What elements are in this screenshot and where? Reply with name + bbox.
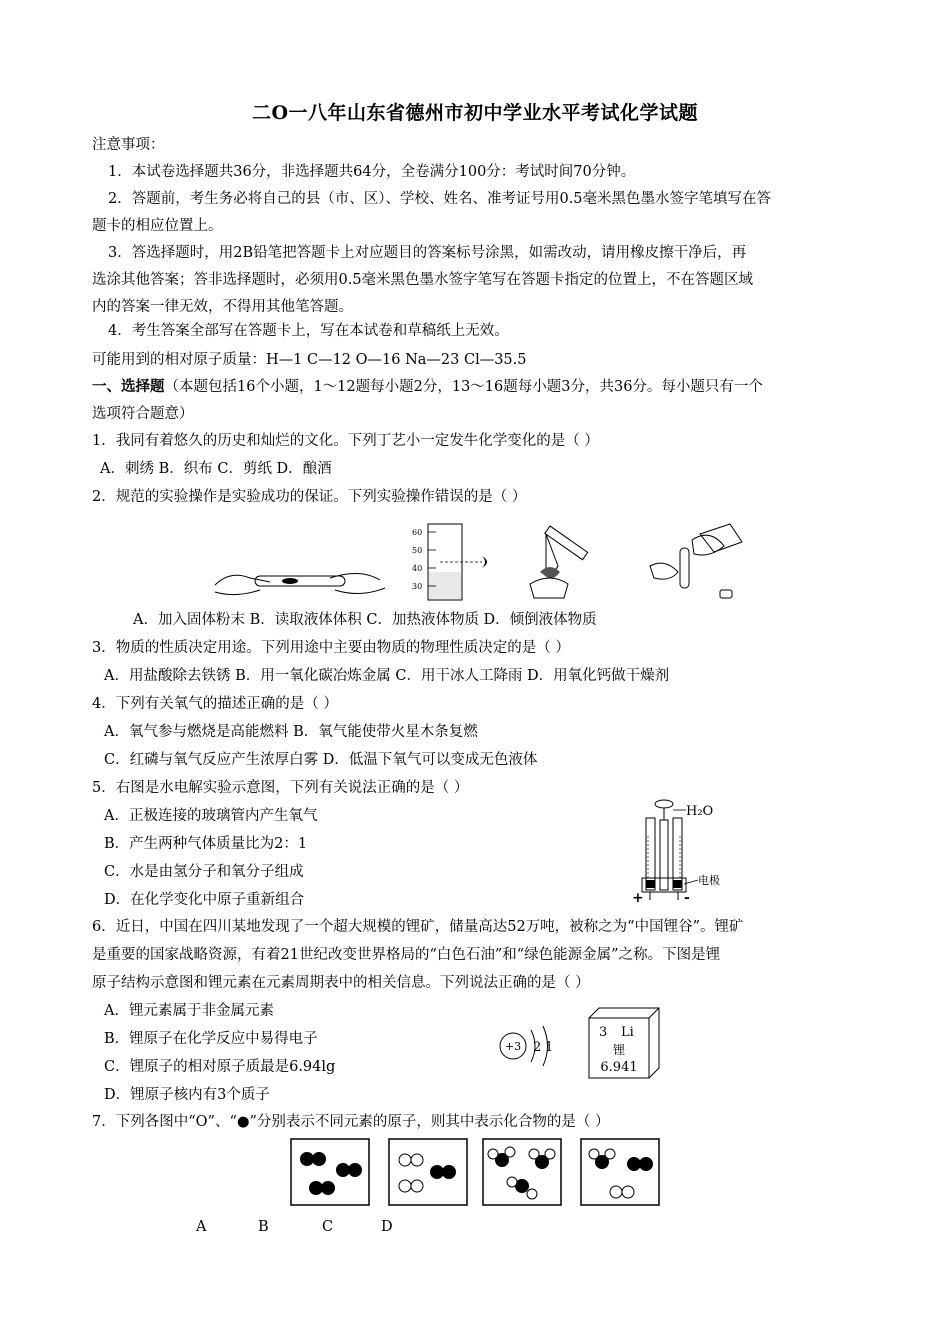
section-heading: 一、选择题 [92,378,165,395]
notice-heading: 注意事项： [92,137,165,153]
nucleus-charge: +3 [504,1040,522,1053]
negative-terminal: - [684,890,690,906]
q6-option-d: D．锂原子核内有3个质子 [104,1087,270,1103]
q7-label-a: A [196,1219,207,1235]
q7-box-b [388,1138,468,1206]
element-number: 3 [599,1025,608,1040]
q7-box-c [482,1138,562,1206]
electrode-label: 电极 [698,874,720,887]
tick-30: 30 [412,582,423,591]
tick-40: 40 [412,564,423,573]
q5-figure-electrolysis [628,796,748,908]
element-name: 锂 [612,1043,626,1057]
q4-options-1: A．氧气参与燃烧是高能燃料 B．氧气能使带火星木条复燃 [104,724,478,740]
section-desc: （本题包括16个小题，1～12题每小题2分，13～16题每小题3分，共36分。每小题只有一个 [164,379,763,395]
q2-figure-pour-liquid [640,516,750,606]
q7-label-b: B [258,1219,269,1235]
q6-figure-element-cell [585,1006,665,1082]
q6-stem-1: 6．近日，中国在四川某地发现了一个超大规模的锂矿，储量高达52万吨，被称之为“中国锂谷”。锂矿 [92,919,744,935]
q6-option-c: C．锂原子的相对原子质最是6.94lg [104,1059,336,1075]
eye-icon [482,556,487,568]
notice-item-2: 2．答题前，考生务必将自己的县（市、区）、学校、姓名、准考证号用0.5毫米黑色墨水签字笔填写在答 [108,191,772,207]
notice-item-3-cont: 选涂其他答案；答非选择题时，必须用0.5毫米黑色墨水签字笔写在答题卡指定的位置上，不在答题区域 [92,272,754,288]
q7-box-d [580,1138,660,1206]
q5-option-c: C．水是由氢分子和氧分子组成 [104,864,304,880]
q5-option-b: B．产生两种气体质量比为2：1 [104,836,308,852]
notice-item-2-cont: 题卡的相应位置上。 [92,218,223,234]
q6-figure-atom-structure [498,1020,558,1070]
q6-stem-2: 是重要的国家战略资源，有着21世纪改变世界格局的“白色石油”和“绿色能源金属”之称。下图是锂 [92,947,721,963]
q5-stem: 5．右图是水电解实验示意图，下列有关说法正确的是（ ） [92,780,469,796]
q5-option-d: D．在化学变化中原子重新组合 [104,892,305,908]
tick-60: 60 [412,528,423,537]
page-title: 二O一八年山东省德州市初中学业水平考试化学试题 [251,102,699,124]
q7-box-a [290,1138,370,1206]
q6-option-a: A．锂元素属于非金属元素 [104,1003,274,1019]
atomic-masses: 可能用到的相对原子质量：H—1 C—12 O—16 Na—23 Cl—35.5 [92,352,527,368]
q2-figure-read-volume [410,522,505,602]
q1-options: A．刺绣 B．织布 C．剪纸 D．酿酒 [100,461,332,477]
q6-stem-3: 原子结构示意图和锂元素在元素周期表中的相关信息。下列说法正确的是（ ） [92,975,590,991]
q2-options: A．加入固体粉末 B．读取液体体积 C．加热液体物质 D．倾倒液体物质 [133,612,597,628]
element-mass: 6.941 [600,1060,638,1075]
q7-label-d: D [381,1219,393,1235]
h2o-label: H₂O [686,804,714,819]
section-heading-line [92,377,763,397]
q6-option-b: B．锂原子在化学反应中易得电子 [104,1031,318,1047]
q4-stem: 4．下列有关氧气的描述正确的是（ ） [92,696,338,712]
element-symbol: Li [621,1025,634,1040]
positive-terminal: + [632,890,644,906]
q3-options: A．用盐酸除去铁锈 B．用一氧化碳冶炼金属 C．用干冰人工降雨 D．用氧化钙做干燥剂 [104,668,670,684]
q2-figure-solid-powder [210,560,390,600]
section-desc-cont: 选项符合题意） [92,406,194,422]
q1-stem: 1．我同有着悠久的历史和灿烂的文化。下列丁艺小一定发牛化学变化的是（ ） [92,433,599,449]
q4-options-2: C．红磷与氧气反应产生浓厚白雾 D．低温下氧气可以变成无色液体 [104,752,538,768]
notice-item-1: 1．本试卷选择题共36分，非选择题共64分，全卷满分100分：考试时间70分钟。 [108,164,636,180]
notice-item-3-cont2: 内的答案一律无效，不得用其他笔答题。 [92,299,353,315]
notice-item-3: 3．答选择题时，用2B铅笔把答题卡上对应题目的答案标号涂黑，如需改动，请用橡皮擦干净后，再 [108,245,747,261]
q7-label-c: C [322,1219,334,1235]
q7-stem: 7．下列各图中“O”、“●”分别表示不同元素的原子，则其中表示化合物的是（ ） [92,1114,610,1130]
q3-stem: 3．物质的性质决定用途。下列用途中主要由物质的物理性质决定的是（ ） [92,640,570,656]
shell-2-electrons: 1 [545,1040,554,1055]
q5-option-a: A．正极连接的玻璃管内产生氧气 [104,808,318,824]
tick-50: 50 [412,546,423,555]
q2-figure-heat-liquid [520,522,600,602]
q2-stem: 2．规范的实验操作是实验成功的保证。下列实验操作错误的是（ ） [92,489,527,505]
shell-1-electrons: 2 [533,1040,542,1055]
notice-item-4: 4．考生答案全部写在答题卡上，写在本试卷和草稿纸上无效。 [108,323,509,339]
